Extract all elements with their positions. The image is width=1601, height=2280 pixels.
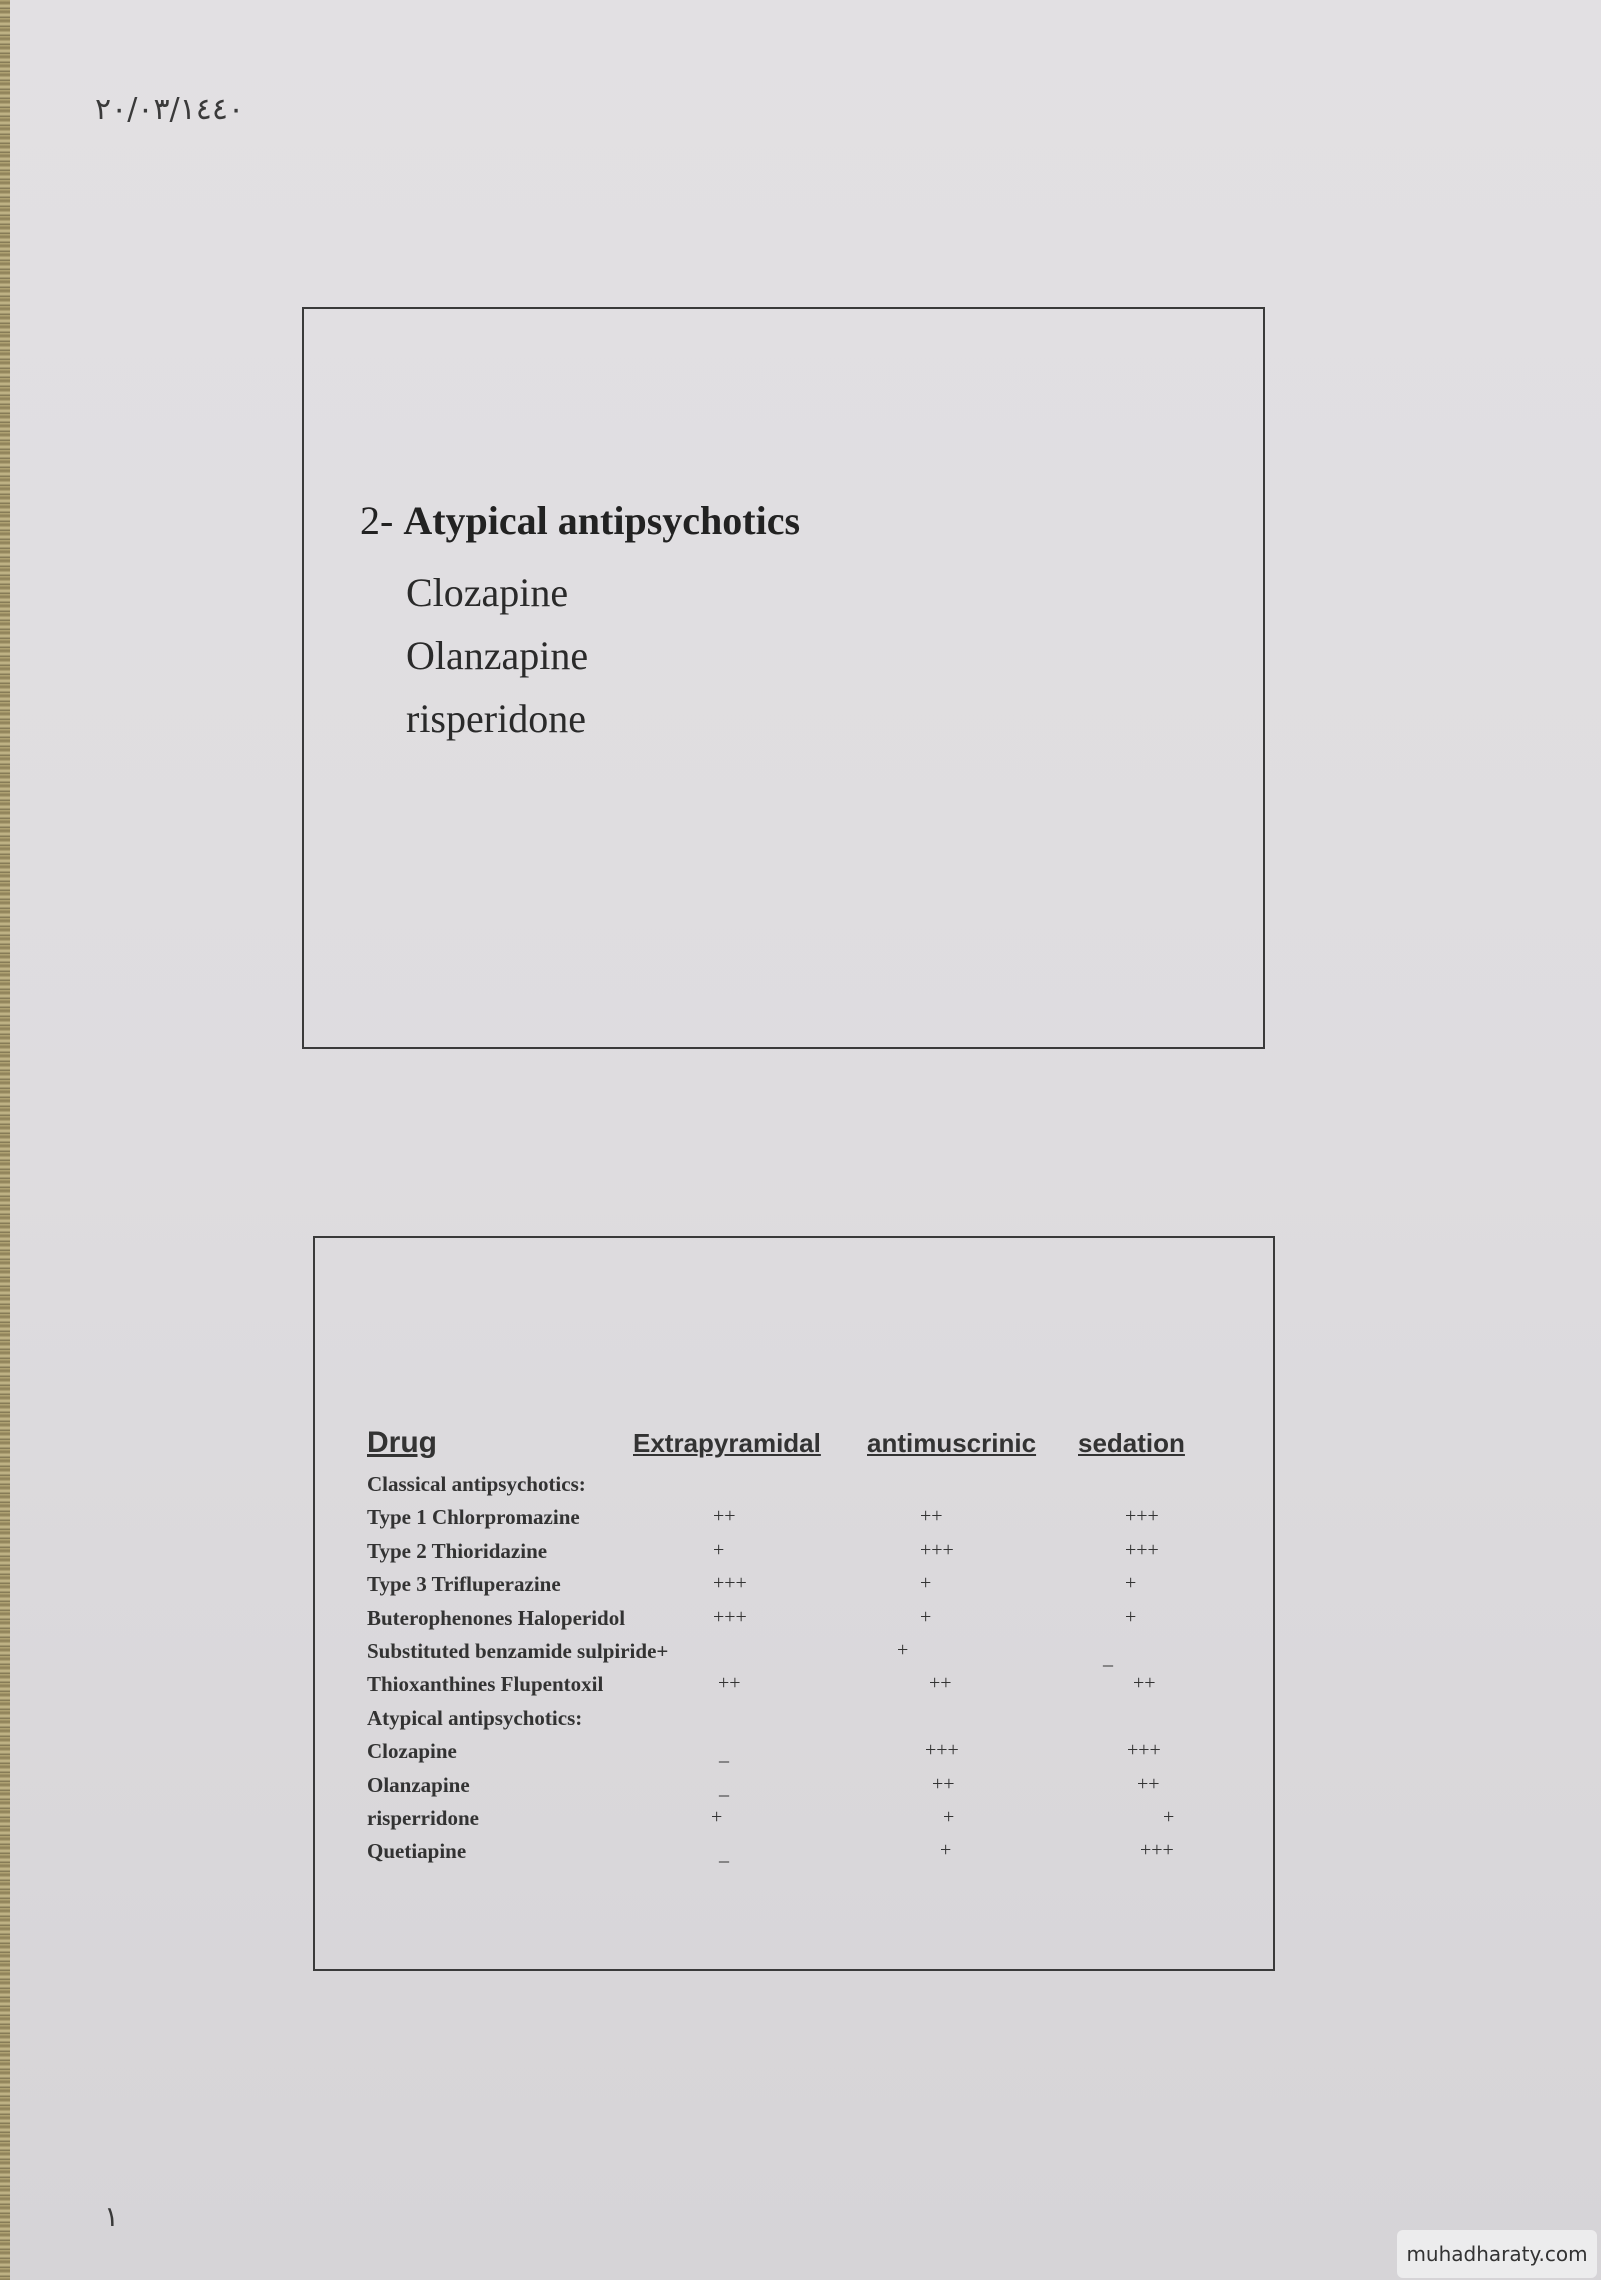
list-item: Clozapine — [406, 570, 569, 615]
sedation-value: +++ — [1140, 1839, 1174, 1862]
table-row — [315, 1769, 1273, 1802]
header-sedation: sedation — [1078, 1428, 1185, 1458]
drug-name: Type 2 Thioridazine — [367, 1538, 548, 1563]
antimuscrinic-value: + — [943, 1805, 955, 1828]
extrapyramidal-value: _ — [719, 1743, 729, 1766]
drug-name: Substituted benzamide sulpiride+ — [367, 1638, 669, 1663]
antimuscrinic-value: +++ — [920, 1538, 954, 1561]
slide-atypical-antipsychotics — [302, 307, 1265, 1049]
sedation-value: +++ — [1127, 1739, 1161, 1762]
header-extrapyramidal: Extrapyramidal — [633, 1428, 821, 1458]
table-row — [315, 1568, 1273, 1601]
antimuscrinic-value: ++ — [920, 1505, 943, 1528]
sedation-value: ++ — [1137, 1772, 1160, 1795]
sedation-value: + — [1125, 1605, 1137, 1628]
table-row — [315, 1635, 1273, 1668]
list-item: Olanzapine — [406, 633, 589, 678]
table-row — [315, 1702, 1273, 1735]
heading-bold: Atypical antipsychotics — [403, 498, 801, 543]
list-item: risperidone — [406, 696, 586, 741]
sedation-value: +++ — [1125, 1538, 1159, 1561]
antimuscrinic-value: +++ — [925, 1739, 959, 1762]
extrapyramidal-value: + — [711, 1805, 723, 1828]
antimuscrinic-value: + — [897, 1638, 909, 1661]
drug-name: Quetiapine — [367, 1839, 467, 1864]
heading-prefix: 2- — [360, 498, 404, 543]
drug-name: Thioxanthines Flupentoxil — [367, 1672, 604, 1697]
drug-name: Clozapine — [367, 1739, 457, 1764]
antimuscrinic-value: ++ — [929, 1672, 952, 1695]
antimuscrinic-value: ++ — [932, 1772, 955, 1795]
sedation-value: ++ — [1133, 1672, 1156, 1695]
header-antimuscrinic: antimuscrinic — [867, 1428, 1037, 1458]
watermark: muhadharaty.com — [1397, 2230, 1597, 2278]
table-row — [315, 1735, 1273, 1768]
page-edge — [0, 0, 10, 2280]
drug-list — [406, 561, 588, 750]
extrapyramidal-value: ++ — [713, 1505, 736, 1528]
extrapyramidal-value: +++ — [713, 1605, 747, 1628]
slide-heading — [360, 497, 800, 544]
table-row — [315, 1468, 1273, 1501]
extrapyramidal-value: +++ — [713, 1572, 747, 1595]
table-row — [315, 1602, 1273, 1635]
antimuscrinic-value: + — [920, 1605, 932, 1628]
table-row — [315, 1802, 1273, 1835]
antimuscrinic-value: + — [940, 1839, 952, 1862]
drug-name: Type 1 Chlorpromazine — [367, 1505, 580, 1530]
header-drug: Drug — [367, 1426, 437, 1459]
table-row — [315, 1501, 1273, 1534]
drug-name: Buterophenones Haloperidol — [367, 1605, 626, 1630]
drug-name: Atypical antipsychotics: — [367, 1705, 583, 1730]
table-row — [315, 1535, 1273, 1568]
drug-name: risperridone — [367, 1805, 479, 1830]
sedation-value: +++ — [1125, 1505, 1159, 1528]
drug-name: Classical antipsychotics: — [367, 1472, 586, 1496]
drug-name: Olanzapine — [367, 1772, 470, 1797]
extrapyramidal-value: + — [713, 1538, 725, 1561]
extrapyramidal-value: _ — [719, 1776, 729, 1799]
antimuscrinic-value: + — [920, 1572, 932, 1595]
slide-side-effects-table — [313, 1236, 1275, 1971]
sedation-value: _ — [1103, 1646, 1113, 1669]
sedation-value: + — [1125, 1572, 1137, 1595]
handwritten-date: ٢٠/٠٣/١٤٤٠ — [95, 92, 245, 127]
extrapyramidal-value: _ — [719, 1843, 729, 1866]
drug-name: Type 3 Trifluperazine — [367, 1572, 561, 1597]
sedation-value: + — [1163, 1805, 1175, 1828]
extrapyramidal-value: ++ — [718, 1672, 741, 1695]
table-row — [315, 1835, 1273, 1868]
table-row — [315, 1668, 1273, 1701]
page-number: ١ — [104, 2200, 120, 2233]
table-body — [315, 1468, 1273, 1869]
